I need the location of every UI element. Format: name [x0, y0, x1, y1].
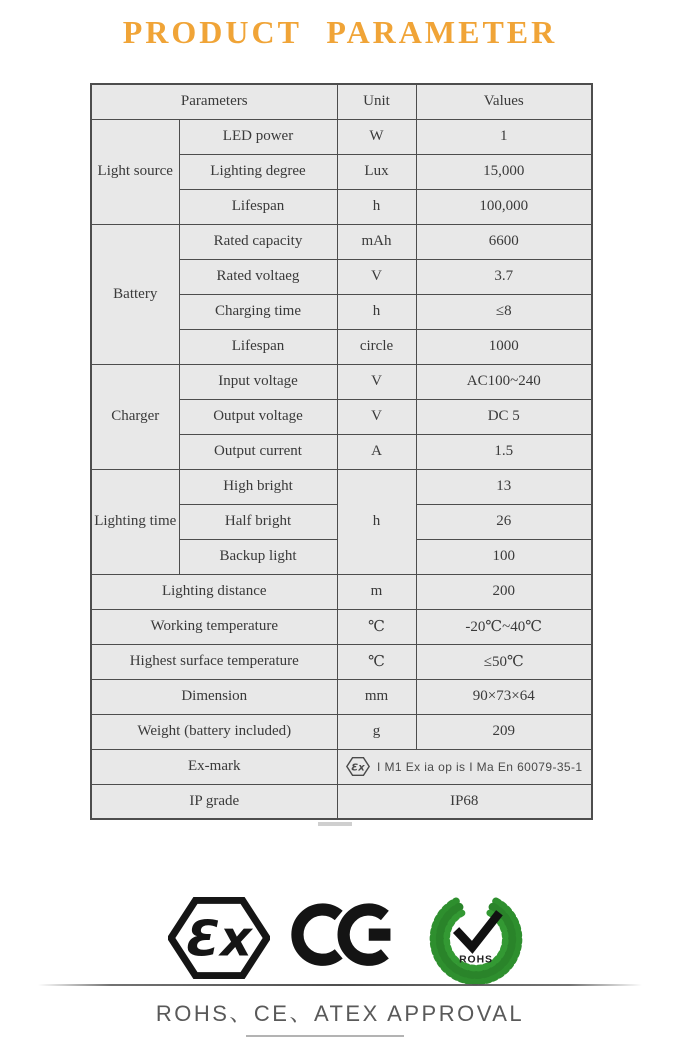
value-cell: 100,000 [416, 189, 592, 224]
header-parameters: Parameters [91, 84, 337, 119]
value-cell: -20℃~40℃ [416, 609, 592, 644]
param-cell: Lighting degree [179, 154, 337, 189]
unit-cell: ℃ [337, 644, 416, 679]
unit-cell: h [337, 294, 416, 329]
unit-cell: A [337, 434, 416, 469]
rohs-logo-label: ROHS [459, 954, 493, 966]
value-cell: 1.5 [416, 434, 592, 469]
value-cell: 13 [416, 469, 592, 504]
footer-divider-line [38, 984, 642, 986]
param-cell: Lifespan [179, 329, 337, 364]
value-cell: 100 [416, 539, 592, 574]
table-row-ip-grade [91, 784, 592, 819]
unit-cell: V [337, 399, 416, 434]
unit-cell: circle [337, 329, 416, 364]
param-cell: High bright [179, 469, 337, 504]
table-row [91, 679, 592, 714]
param-cell: Output voltage [179, 399, 337, 434]
value-cell: 209 [416, 714, 592, 749]
ex-mark-value-cell [337, 749, 592, 784]
value-cell: 15,000 [416, 154, 592, 189]
spec-table [90, 83, 593, 820]
table-row [91, 119, 592, 154]
checkmark-icon [459, 916, 497, 947]
value-cell: DC 5 [416, 399, 592, 434]
table-row-ex-mark [91, 749, 592, 784]
group-cell-charger: Charger [91, 364, 179, 469]
value-cell: 90×73×64 [416, 679, 592, 714]
approval-text: ROHS、CE、ATEX APPROVAL [155, 1001, 525, 1026]
table-row [91, 574, 592, 609]
param-cell: Weight (battery included) [91, 714, 337, 749]
param-cell: Rated voltaeg [179, 259, 337, 294]
table-row [91, 469, 592, 504]
unit-cell: mm [337, 679, 416, 714]
unit-cell: mAh [337, 224, 416, 259]
value-cell: 26 [416, 504, 592, 539]
table-row [91, 609, 592, 644]
param-cell: Working temperature [91, 609, 337, 644]
value-cell: 3.7 [416, 259, 592, 294]
value-cell: AC100~240 [416, 364, 592, 399]
param-cell: Highest surface temperature [91, 644, 337, 679]
value-cell: ≤8 [416, 294, 592, 329]
unit-cell: Lux [337, 154, 416, 189]
atex-ex-logo [168, 897, 270, 979]
unit-cell: ℃ [337, 609, 416, 644]
param-cell: Lifespan [179, 189, 337, 224]
unit-cell: g [337, 714, 416, 749]
ce-logo [290, 899, 402, 971]
param-cell: Rated capacity [179, 224, 337, 259]
group-cell-lighting-time: Lighting time [91, 469, 179, 574]
param-cell: Half bright [179, 504, 337, 539]
unit-cell: h [337, 189, 416, 224]
table-row [91, 364, 592, 399]
param-cell: Dimension [91, 679, 337, 714]
param-cell: LED power [179, 119, 337, 154]
ex-icon-text: Ɛx [351, 762, 365, 774]
param-cell: IP grade [91, 784, 337, 819]
unit-cell: m [337, 574, 416, 609]
header-values: Values [416, 84, 592, 119]
param-cell: Backup light [179, 539, 337, 574]
param-cell: Output current [179, 434, 337, 469]
param-cell: Input voltage [179, 364, 337, 399]
table-bottom-smudge [318, 822, 352, 826]
unit-cell: V [337, 259, 416, 294]
atex-ex-logo-text: Ɛx [186, 910, 252, 968]
page-title: PRODUCT PARAMETER [122, 14, 558, 50]
table-row [91, 224, 592, 259]
unit-cell: V [337, 364, 416, 399]
value-cell: 200 [416, 574, 592, 609]
value-cell: ≤50℃ [416, 644, 592, 679]
header-unit: Unit [337, 84, 416, 119]
group-cell-battery: Battery [91, 224, 179, 364]
unit-cell: W [337, 119, 416, 154]
value-cell: IP68 [337, 784, 592, 819]
value-cell: 1 [416, 119, 592, 154]
value-cell: 1000 [416, 329, 592, 364]
ex-mark-value: I M1 Ex ia op is I Ma En 60079-35-1 [377, 759, 583, 774]
rohs-logo [424, 884, 528, 988]
param-cell: Ex-mark [91, 749, 337, 784]
param-cell: Lighting distance [91, 574, 337, 609]
table-header-row [91, 84, 592, 119]
ex-hexagon-icon [346, 757, 370, 776]
param-cell: Charging time [179, 294, 337, 329]
table-row [91, 644, 592, 679]
unit-cell: h [337, 469, 416, 574]
bottom-edge-fragment [246, 1035, 404, 1037]
group-cell-light-source: Light source [91, 119, 179, 224]
value-cell: 6600 [416, 224, 592, 259]
table-row [91, 714, 592, 749]
